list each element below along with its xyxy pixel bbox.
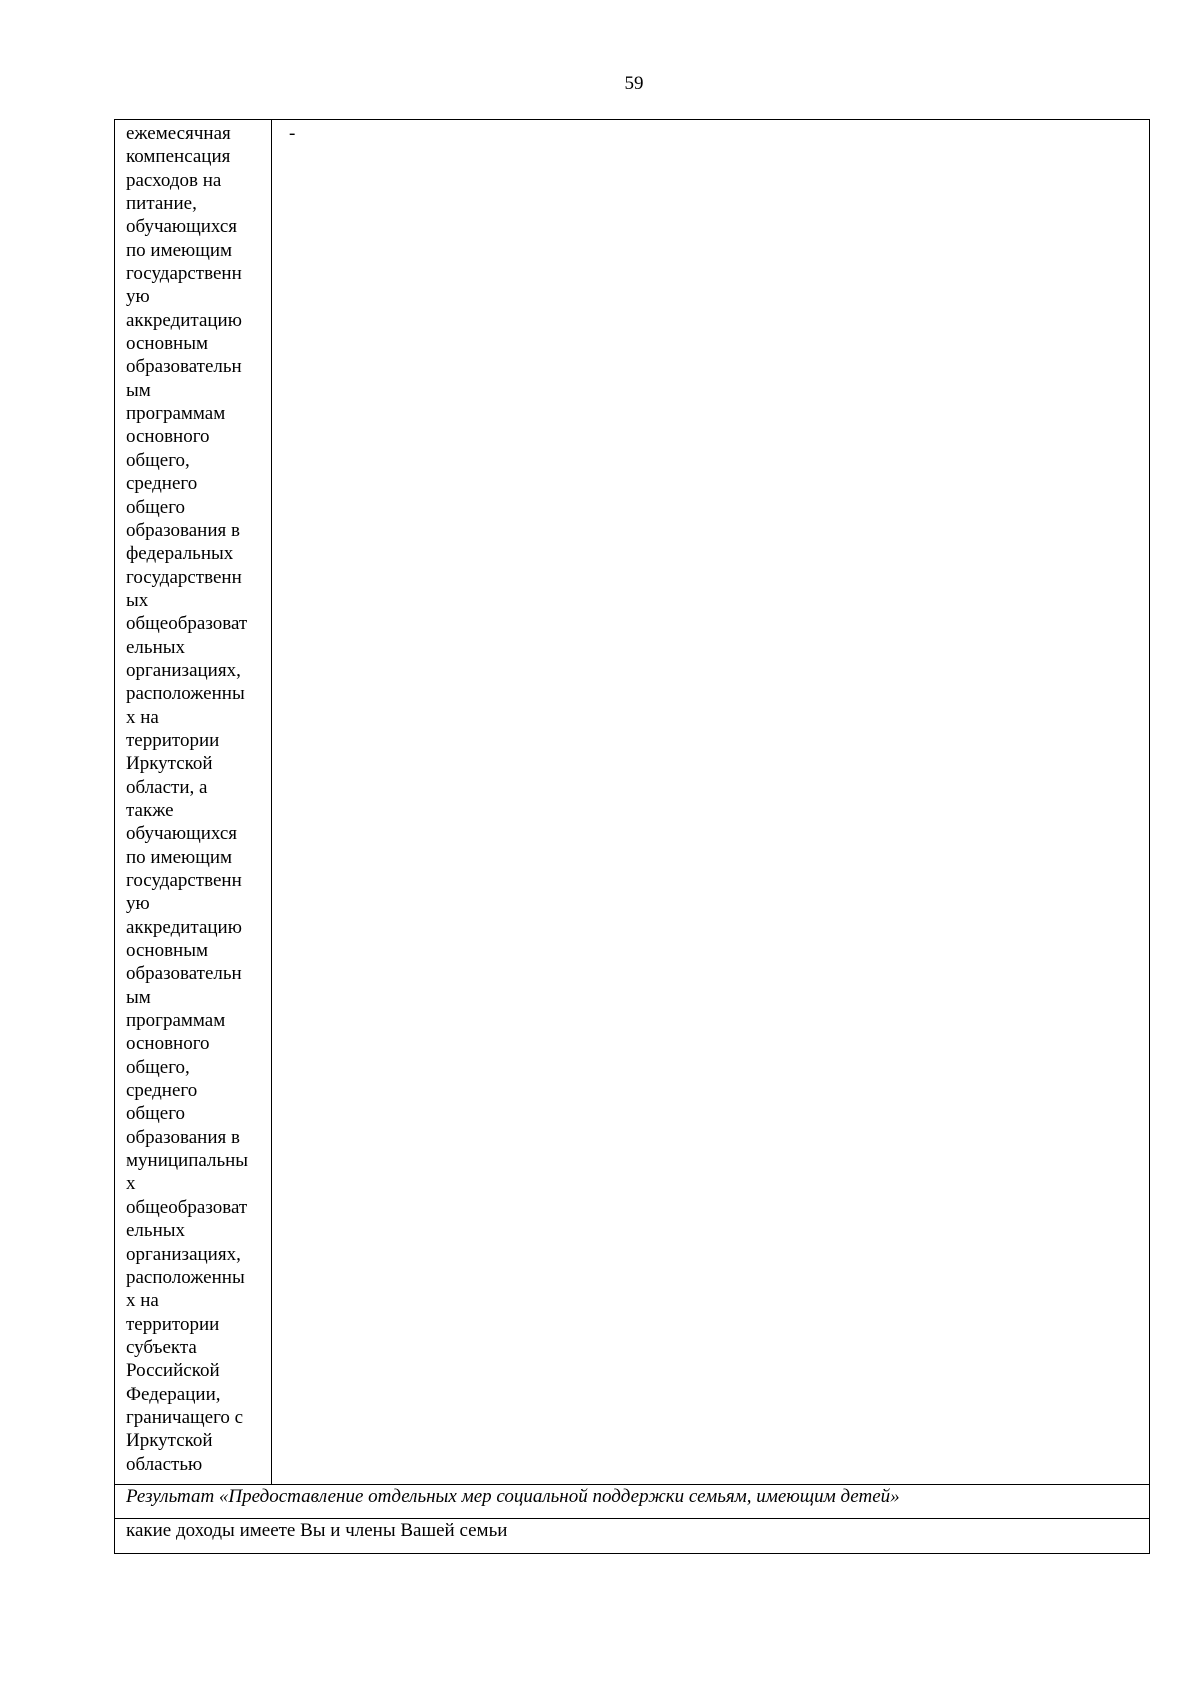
- text-line: расходов на: [126, 169, 222, 191]
- text-line: также: [126, 799, 174, 821]
- text-line: государственн: [126, 870, 242, 891]
- document-table: [114, 119, 1150, 1554]
- income-question: какие доходы имеете Вы и члены Вашей семьи: [126, 1519, 508, 1541]
- table-cell-value: [272, 120, 1150, 1485]
- text-line: образования в: [126, 1126, 240, 1148]
- result-row: [115, 1484, 1150, 1518]
- text-line: муниципальны: [126, 1150, 249, 1172]
- text-line: организациях,: [126, 659, 241, 681]
- text-line: общего: [126, 1103, 186, 1125]
- text-line: Российской: [126, 1360, 220, 1382]
- text-line: области, а: [126, 776, 208, 798]
- text-line: ельных: [126, 1220, 186, 1242]
- text-line: областью: [126, 1453, 203, 1475]
- text-line: граничащего с: [126, 1406, 244, 1428]
- text-line: расположенны: [126, 1266, 245, 1288]
- text-line: общего: [126, 496, 186, 518]
- text-line: образовательн: [126, 963, 242, 985]
- text-line: ым: [126, 986, 151, 1008]
- text-line: питание,: [126, 193, 197, 215]
- text-line: ых: [126, 589, 149, 611]
- page-number: 59: [624, 73, 644, 94]
- text-line: компенсация: [126, 146, 231, 168]
- text-line: по имеющим: [126, 239, 233, 261]
- text-line: Иркутской: [126, 753, 213, 775]
- text-line: основного: [126, 1033, 210, 1055]
- text-line: обучающихся: [126, 216, 238, 238]
- text-line: территории: [126, 1313, 220, 1335]
- text-line: ежемесячная: [126, 123, 231, 144]
- text-line: основного: [126, 426, 210, 448]
- text-line: ым: [126, 379, 151, 401]
- text-line: федеральных: [126, 543, 234, 565]
- text-line: основным: [126, 333, 209, 355]
- text-line: основным: [126, 940, 209, 962]
- text-line: Иркутской: [126, 1430, 213, 1452]
- text-line: Федерации,: [126, 1383, 221, 1405]
- text-line: общеобразоват: [126, 1196, 248, 1218]
- text-line: среднего: [126, 1080, 198, 1102]
- text-line: ую: [126, 893, 150, 915]
- text-line: х: [126, 1173, 136, 1195]
- text-line: ую: [126, 286, 150, 308]
- text-line: государственн: [126, 566, 242, 588]
- text-line: общего,: [126, 449, 190, 471]
- text-line: по имеющим: [126, 846, 233, 868]
- text-line: расположенны: [126, 683, 245, 705]
- text-line: общеобразоват: [126, 613, 248, 635]
- text-line: х на: [126, 1290, 159, 1312]
- text-line: субъекта: [126, 1336, 197, 1358]
- text-line: территории: [126, 729, 220, 751]
- text-line: образовательн: [126, 356, 242, 378]
- text-line: среднего: [126, 473, 198, 495]
- income-row: [115, 1518, 1150, 1553]
- table-row: [115, 120, 1150, 1485]
- text-line: организациях,: [126, 1243, 241, 1265]
- text-line: программам: [126, 1010, 226, 1032]
- table-cell-measure-name: [115, 120, 272, 1485]
- text-line: государственн: [126, 263, 242, 285]
- income-cell: [115, 1518, 1150, 1553]
- result-heading: Результат «Предоставление отдельных мер социальной поддержки семьям, имеющим детей»: [126, 1485, 900, 1507]
- result-cell: [115, 1484, 1150, 1518]
- measure-name-text: [115, 120, 271, 1484]
- text-line: х на: [126, 706, 159, 728]
- text-line: общего,: [126, 1056, 190, 1078]
- text-line: образования в: [126, 519, 240, 541]
- text-line: ельных: [126, 636, 186, 658]
- text-line: аккредитацию: [126, 916, 242, 938]
- value-dash: -: [289, 123, 296, 144]
- text-line: программам: [126, 403, 226, 425]
- text-line: обучающихся: [126, 823, 238, 845]
- text-line: аккредитацию: [126, 309, 242, 331]
